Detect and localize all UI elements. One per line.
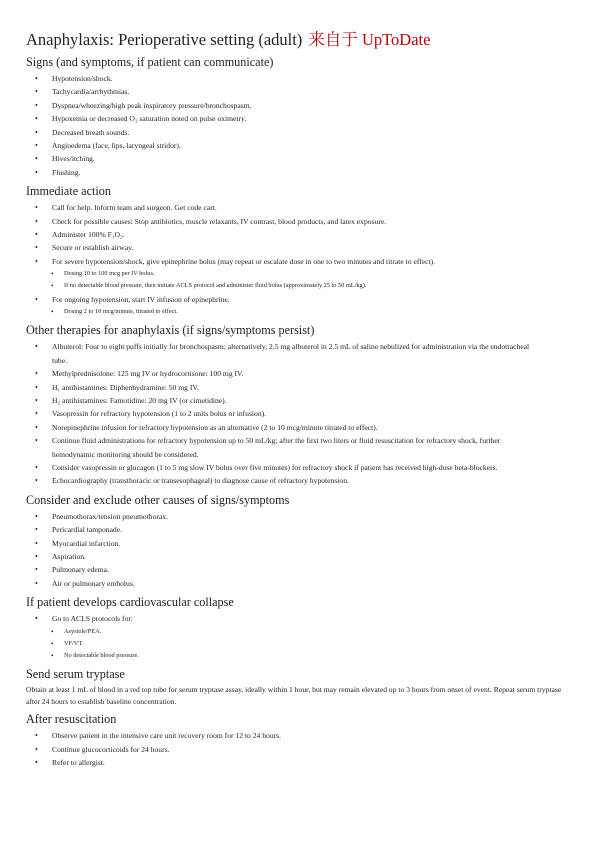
list-item: • For ongoing hypotension, start IV infusion of epinephrine.	[26, 293, 574, 306]
list-item: • Air or pulmonary embolus.	[26, 577, 574, 590]
other-therapies-heading: Other therapies for anaphylaxis (if signs/symptoms persist)	[26, 323, 315, 338]
sub-list-item: • Dosing 10 to 100 mcg per IV bolus.	[26, 268, 574, 280]
signs-heading: Signs (and symptoms, if patient can communicate)	[26, 55, 274, 69]
sub-list-item: • No detectable blood pressure.	[26, 650, 574, 662]
exclude-causes-list	[26, 510, 574, 590]
exclude-causes-heading: Consider and exclude other causes of signs/symptoms	[26, 492, 290, 507]
cardiovascular-collapse-heading: If patient develops cardiovascular collapse	[26, 595, 234, 610]
sub-list-item: • Asystole/PEA.	[26, 626, 574, 638]
cardiovascular-collapse-list	[26, 612, 574, 625]
epinephrine-bolus-sublist	[26, 268, 574, 292]
list-item: • Continue glucocorticoids for 24 hours.	[26, 743, 574, 756]
list-item: • Pulmonary edema.	[26, 563, 574, 576]
list-item: • H₁ antihistamines: Diphenhydramine: 50 mg IV.	[26, 381, 544, 394]
source-attribution: 来自于 UpToDate	[308, 30, 431, 49]
acls-protocol-sublist	[26, 626, 574, 663]
list-item: • Consider vasopressin or glucagon (1 to 5 mg slow IV bolus over five minutes) for refractory shock if patient has received high-dose beta-blockers.	[26, 461, 544, 474]
list-item: • Continue fluid administrations for refractory hypotension up to 50 mL/kg; after the first two liters or fluid resuscitation for refractory shock, further hemodynamic monitoring should be considered.	[26, 434, 544, 461]
list-item: • For severe hypotension/shock, give epinephrine bolus (may repeat or escalate dose in one to two minutes and titrate to effect).	[26, 255, 574, 268]
list-item: • Norepinephrine infusion for refractory hypotension as an alternative (2 to 10 mcg/minute titrated to effect).	[26, 421, 544, 434]
list-item: • Hypotension/shock.	[26, 72, 574, 85]
list-item: • H₂ antihistamines: Famotidine: 20 mg IV (or cimetidine).	[26, 394, 544, 407]
immediate-action-list	[26, 201, 574, 268]
serum-tryptase-heading: Send serum tryptase	[26, 667, 125, 682]
list-item: • Check for possible causes: Stop antibiotics, muscle relaxants, IV contrast, blood products, and latex exposure.	[26, 215, 574, 228]
sub-list-item: • VF/VT.	[26, 638, 574, 650]
document-title	[26, 26, 574, 50]
list-item: • Observe patient in the intensive care unit recovery room for 12 to 24 hours.	[26, 729, 574, 742]
list-item: • Call for help. Inform team and surgeon. Get code cart.	[26, 201, 574, 214]
list-item: • Methylprednisolone: 125 mg IV or hydrocortisone: 100 mg IV.	[26, 367, 544, 380]
list-item: • Go to ACLS protocols for:	[26, 612, 574, 625]
after-resuscitation-list	[26, 729, 574, 769]
after-resuscitation-heading: After resuscitation	[26, 712, 117, 727]
list-item: • Aspiration.	[26, 550, 574, 563]
immediate-action-list-cont	[26, 293, 574, 306]
list-item: • Hypoxemia or decreased O₂ saturation noted on pulse oximetry.	[26, 112, 574, 125]
sub-list-item: • Dosing 2 to 10 mcg/minute, titrated to effect.	[26, 306, 574, 318]
list-item: • Flushing.	[26, 166, 574, 179]
list-item: • Angioedema (face, lips, laryngeal stridor).	[26, 139, 574, 152]
list-item: • Pneumothorax/tension pneumothorax.	[26, 510, 574, 523]
list-item: • Tachycardia/arrhythmias.	[26, 85, 574, 98]
list-item: • Vasopressin for refractory hypotension (1 to 2 units bolus or infusion).	[26, 407, 544, 420]
list-item: • Pericardial tamponade.	[26, 523, 574, 536]
serum-tryptase-text: Obtain at least 1 mL of blood in a red top tube for serum tryptase assay, ideally within 1 hour, but may remain elevated up to 3 hours from onset of event. Repeat serum tryptase after 24 hours to establish baseline concentration.	[26, 685, 562, 706]
list-item: • Hives/itching.	[26, 152, 574, 165]
signs-list	[26, 72, 574, 179]
list-item: • Dyspnea/wheezing/high peak inspiratory pressure/bronchospasm.	[26, 99, 574, 112]
epinephrine-infusion-sublist	[26, 306, 574, 318]
other-therapies-list	[26, 340, 574, 487]
list-item: • Decreased breath sounds.	[26, 126, 574, 139]
sub-list-item: • If no detectable blood pressure, then initiate ACLS protocol and administer fluid bolus (approximately 25 to 50 mL/kg).	[26, 280, 574, 292]
list-item: • Albuterol: Four to eight puffs initially for bronchospasm; alternatively, 2.5 mg albuterol in 2.5 mL of saline nebulized for administration via the endotracheal tube.	[26, 340, 544, 367]
list-item: • Myocardial infarction.	[26, 537, 574, 550]
list-item: • Administer 100% F₁O₂.	[26, 228, 574, 241]
title-main: Anaphylaxis: Perioperative setting (adult)	[26, 30, 303, 49]
list-item: • Echocardiography (transthoracic or transesophageal) to diagnose cause of refractory hypotension.	[26, 474, 544, 487]
list-item: • Secure or establish airway.	[26, 241, 574, 254]
list-item: • Refer to allergist.	[26, 756, 574, 769]
immediate-action-heading: Immediate action	[26, 184, 111, 199]
